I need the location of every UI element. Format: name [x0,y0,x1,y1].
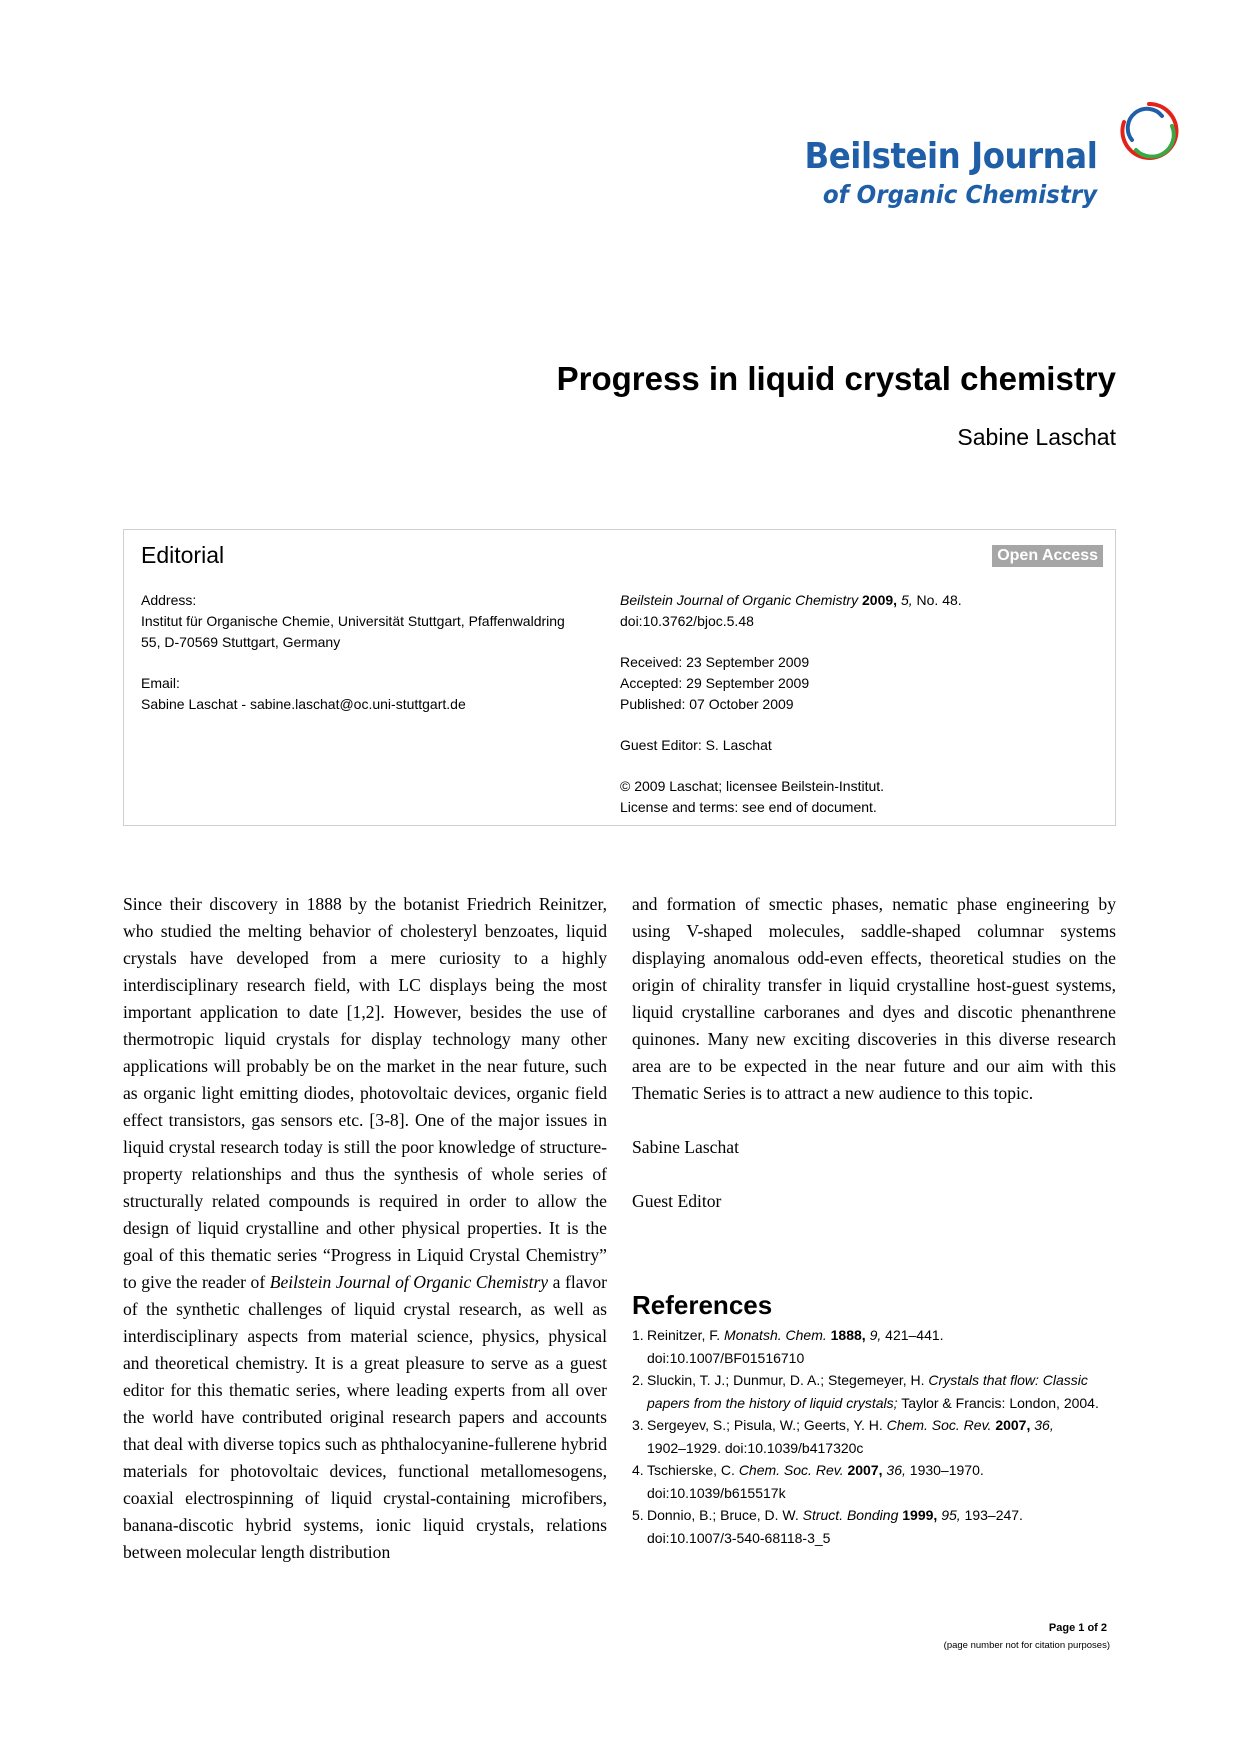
signature-role: Guest Editor [632,1191,722,1211]
journal-name-line2: of Organic Chemistry [822,180,1097,209]
citation-line [620,590,1100,611]
reference-journal: Struct. Bonding [802,1507,899,1523]
reference-item [632,1369,1116,1414]
reference-item [632,1459,1116,1504]
journal-logo-mark-icon [1118,100,1180,162]
reference-doi-link[interactable]: doi:10.1007/3-540-68118-3_5 [647,1529,831,1546]
page-number: Page 1 of 2 [1048,1622,1107,1634]
body-column-right [632,891,1116,1242]
address-label: Address: [141,592,197,608]
received-date: Received: 23 September 2009 [620,654,810,670]
reference-book-title: Crystals that flow: Classic papers from the history of liquid crystals; [647,1372,1088,1411]
reference-number: 5. [632,1507,644,1523]
address-line1: Institut für Organische Chemie, Universität Stuttgart, Pfaffenwaldring [141,613,565,629]
license-terms: License and terms: see end of document. [620,799,877,815]
published-date: Published: 07 October 2009 [620,696,794,712]
reference-year: 1888, [830,1327,866,1343]
reference-publisher: Taylor & Francis: London, 2004. [901,1394,1099,1411]
references-list [632,1324,1116,1549]
body-journal-name: Beilstein Journal of Organic Chemistry [269,1272,549,1292]
open-access-badge: Open Access [992,545,1103,567]
address-line2: 55, D-70569 Stuttgart, Germany [141,634,341,650]
reference-doi-link[interactable]: doi:10.1039/b615517k [647,1484,786,1501]
reference-doi-link[interactable]: doi:10.1007/BF01516710 [647,1349,805,1366]
reference-volume: 9, [869,1327,882,1343]
reference-number: 1. [632,1327,644,1343]
reference-item [632,1324,1116,1369]
article-doi[interactable]: doi:10.3762/bjoc.5.48 [620,613,754,629]
reference-item [632,1414,1116,1459]
reference-doi-link[interactable]: doi:10.1039/b417320c [724,1439,864,1456]
reference-authors: Sergeyev, S.; Pisula, W.; Geerts, Y. H. [647,1417,883,1433]
reference-volume: 95, [941,1507,961,1523]
reference-number: 4. [632,1462,644,1478]
citation-number: No. 48. [916,592,962,608]
citation-volume: 5, [900,592,913,608]
reference-pages: 1930–1970. [909,1462,984,1478]
reference-authors: Sluckin, T. J.; Dunmur, D. A.; Stegemeyer, H. [647,1372,925,1388]
reference-authors: Reinitzer, F. [647,1327,721,1343]
email-label: Email: [141,675,180,691]
reference-journal: Monatsh. Chem. [724,1327,827,1343]
citation-journal: Beilstein Journal of Organic Chemistry [620,592,859,608]
reference-year: 1999, [902,1507,938,1523]
email-link[interactable]: Sabine Laschat - sabine.laschat@oc.uni-stuttgart.de [141,696,466,712]
body-paragraph-continued: and formation of smectic phases, nematic phase engineering by using V-shaped molecules, saddle-shaped columnar systems displaying anomalous odd-even effects, theoretical studies on the origin of chirality transfer in liquid crystalline host-guest systems, liquid crystalline carboranes and dyes and discotic phenanthrene quinones. Many new exciting discoveries in this diverse research area are to be expected in the near future and our aim with this Thematic Series is to attract a new audience to this topic. [632,894,1116,1103]
reference-pages: 421–441. [885,1327,944,1343]
accepted-date: Accepted: 29 September 2009 [620,675,810,691]
reference-journal: Chem. Soc. Rev. [738,1462,844,1478]
references-heading: References [632,1290,773,1320]
reference-volume: 36, [886,1462,906,1478]
article-title: Progress in liquid crystal chemistry [556,360,1116,397]
reference-item [632,1504,1116,1549]
reference-number: 2. [632,1372,644,1388]
reference-journal: Chem. Soc. Rev. [886,1417,992,1433]
citation-year: 2009, [862,592,898,608]
body-column-left [123,891,607,1566]
guest-editor: Guest Editor: S. Laschat [620,737,772,753]
reference-year: 2007, [995,1417,1031,1433]
article-type: Editorial [141,542,225,568]
author-address-block [141,590,601,715]
reference-pages: 193–247. [964,1507,1023,1523]
article-info-box [123,529,1116,826]
body-text-part2: a flavor of the synthetic challenges of liquid crystal research, as well as interdisciplinary aspects from material science, physics, physical and theoretical chemistry. It is a great pleasure to serve as a guest editor for this thematic series, where leading experts from all over the world have contributed original research papers and accounts that deal with diverse topics such as phthalocyanine-fullerene hybrid materials for photovoltaic devices, functional metallomesogens, coaxial electrospinning of liquid crystal-containing microfibers, banana-discotic hybrid systems, ionic liquid crystals, relations between molecular length distribution [123,1272,608,1562]
copyright: © 2009 Laschat; licensee Beilstein-Institut. [620,778,885,794]
reference-pages: 1902–1929. [647,1439,721,1456]
reference-number: 3. [632,1417,644,1433]
signature-name: Sabine Laschat [632,1137,739,1157]
citation-block [620,590,1100,818]
journal-name-line1: Beilstein Journal [804,136,1097,177]
body-paragraph [123,891,607,1566]
reference-year: 2007, [847,1462,883,1478]
article-author: Sabine Laschat [957,424,1116,450]
page-number-note: (page number not for citation purposes) [943,1640,1110,1651]
reference-authors: Tschierske, C. [647,1462,735,1478]
reference-volume: 36, [1034,1417,1054,1433]
reference-authors: Donnio, B.; Bruce, D. W. [647,1507,799,1523]
body-text-part1: Since their discovery in 1888 by the botanist Friedrich Reinitzer, who studied the melting behavior of cholesteryl benzoates, liquid crystals have developed from a mere curiosity to a highly interdisciplinary research field, with LC displays being the most important application to date [1,2]. However, besides the use of thermotropic liquid crystals for display technology many other applications will probably be on the market in the near future, such as organic light emitting diodes, photovoltaic devices, organic field effect transistors, gas sensors etc. [3-8]. One of the major issues in liquid crystal research today is still the poor knowledge of structure-property relationships and thus the synthesis of whole series of structurally related compounds is required in order to allow the design of liquid crystalline and other physical properties. It is the goal of this thematic series “Progress in Liquid Crystal Chemistry” to give the reader of [123,894,607,1292]
journal-logo [780,100,1200,220]
